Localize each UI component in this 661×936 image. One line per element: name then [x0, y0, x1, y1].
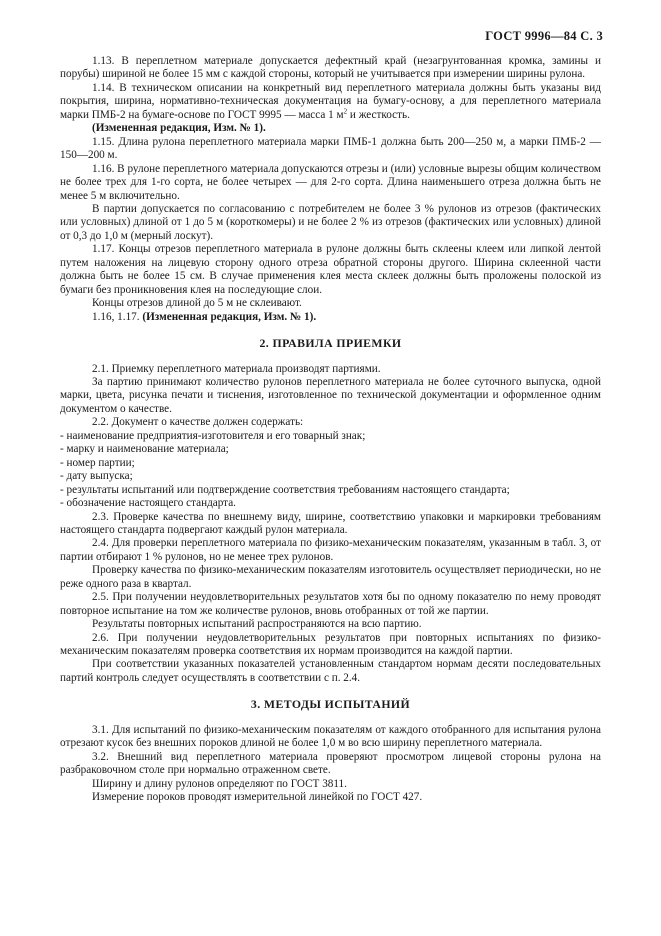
clause-1-16: 1.16. В рулоне переплетного материала допускаются отрезы и (или) условные вырезы общим количеством не более трех для 1-го сорта, не более четырех — для 2-го сорта. Длина наименьшего отреза должна быть не менее 5 м включительно. [60, 162, 601, 202]
section-2-title: 2. ПРАВИЛА ПРИЕМКИ [259, 336, 402, 351]
clause-3-2: 3.2. Внешний вид переплетного материала проверяют просмотром лицевой стороны рулона на разбраковочном столе при нормально отраженном свете. [60, 750, 601, 777]
clause-2-6: 2.6. При получении неудовлетворительных результатов при повторных испытаниях по физико-механическим показателям проверка соответствия их нормам производится на каждой партии. [60, 631, 601, 658]
clause-2-4-continued: Проверку качества по физико-механическим показателям изготовитель осуществляет периодически, но не реже одного раза в квартал. [60, 564, 601, 590]
section-3-title: 3. МЕТОДЫ ИСПЫТАНИЙ [250, 697, 411, 712]
page-header: ГОСТ 9996—84 С. 3 [485, 29, 603, 43]
clause-1-14-text: 1.14. В техническом описании на конкретный вид переплетного материала должны быть указаны вид покрытия, ширина, нормативно-техническая документация на бумагу-основу, а для переплетного материала марки ПМБ-2 на бумаге-основе по ГОСТ 9995 — масса 1 м [60, 81, 601, 121]
amendment-note: (Измененная редакция, Изм. № 1). [92, 122, 266, 135]
clause-2-6-continued: При соответствии указанных показателей установленным стандартом нормам десяти последовательных партий контроль следует осуществлять в соответствии с п. 2.4. [60, 658, 601, 684]
list-item: - дату выпуска; [60, 470, 601, 483]
clause-2-2: 2.2. Документ о качестве должен содержать: [92, 416, 304, 429]
amendment-text: (Измененная редакция, Изм. № 1). [142, 310, 317, 323]
clause-1-17-continued: Концы отрезов длиной до 5 м не склеивают. [92, 297, 302, 310]
clause-2-1: 2.1. Приемку переплетного материала производят партиями. [92, 362, 381, 375]
superscript: 2 [343, 107, 348, 116]
list-item: - марку и наименование материала; [60, 443, 601, 456]
list-item: - номер партии; [60, 457, 601, 470]
clause-2-1-continued: За партию принимают количество рулонов переплетного материала не более суточного выпуска, одной марки, цвета, рисунка печати и тиснения, изготовленное по технической документации и оформленное одним документом о качестве. [60, 375, 601, 415]
page-content [60, 55, 601, 805]
clause-1-16-continued: В партии допускается по согласованию с потребителем не более 3 % рулонов из отрезов (фактических или условных) длиной от 1 до 5 м (короткомеры) и не более 2 % из отрезов (фактических или условных) длиной от 0,3 до 1,0 м (мерный лоскут). [60, 202, 601, 242]
list-item: - результаты испытаний или подтверждение соответствия требованиям настоящего стандарта; [60, 484, 601, 497]
clause-2-3: 2.3. Проверке качества по внешнему виду, ширине, соответствию упаковки и маркировки требованиям настоящего стандарта подвергают каждый рулон материала. [60, 510, 601, 536]
amendment-clauses: 1.16, 1.17. [92, 310, 143, 323]
clause-1-15: 1.15. Длина рулона переплетного материала марки ПМБ-1 должна быть 200—250 м, а марки ПМБ-2 — 150—200 м. [60, 135, 601, 162]
clause-3-2-measurement: Измерение пороков проводят измерительной линейкой по ГОСТ 427. [92, 791, 423, 804]
clause-3-2-continued: Ширину и длину рулонов определяют по ГОСТ 3811. [92, 777, 347, 790]
clause-2-5: 2.5. При получении неудовлетворительных результатов хотя бы по одному показателю по нему проводят повторное испытание на том же количестве рулонов, вновь отобранных от той же партии. [60, 591, 601, 617]
document-contents-list [60, 430, 601, 511]
clause-1-14-tail: и жесткость. [347, 108, 410, 121]
list-item: - обозначение настоящего стандарта. [60, 497, 601, 510]
clause-1-14 [60, 82, 601, 122]
clause-2-5-continued: Результаты повторных испытаний распространяются на всю партию. [92, 618, 422, 631]
list-item: - наименование предприятия-изготовителя и его товарный знак; [60, 430, 601, 443]
clause-1-17: 1.17. Концы отрезов переплетного материала в рулоне должны быть склеены клеем или липкой лентой путем наложения на лицевую сторону одного отреза обратной стороны другого. Ширина склеенной части должна быть не более 15 см. В случае применения клея места склеек должны быть проложены полоской из бумаги без проникновения клея на последующие слои. [60, 243, 601, 296]
clause-3-1: 3.1. Для испытаний по физико-механическим показателям от каждого отобранного для испытания рулона отрезают кусок без внешних пороков длиной не более 1,0 м во всю ширину переплетного материала. [60, 723, 601, 750]
clause-2-4: 2.4. Для проверки переплетного материала по физико-механическим показателям, указанным в табл. 3, от партии отбирают 1 % рулонов, но не менее трех рулонов. [60, 537, 601, 563]
clause-1-13: 1.13. В переплетном материале допускается дефектный край (незагрунтованная кромка, замины и порубы) шириной не более 15 мм с каждой стороны, который не учитывается при измерении ширины рулона. [60, 55, 601, 81]
amendment-note-2 [60, 311, 601, 324]
